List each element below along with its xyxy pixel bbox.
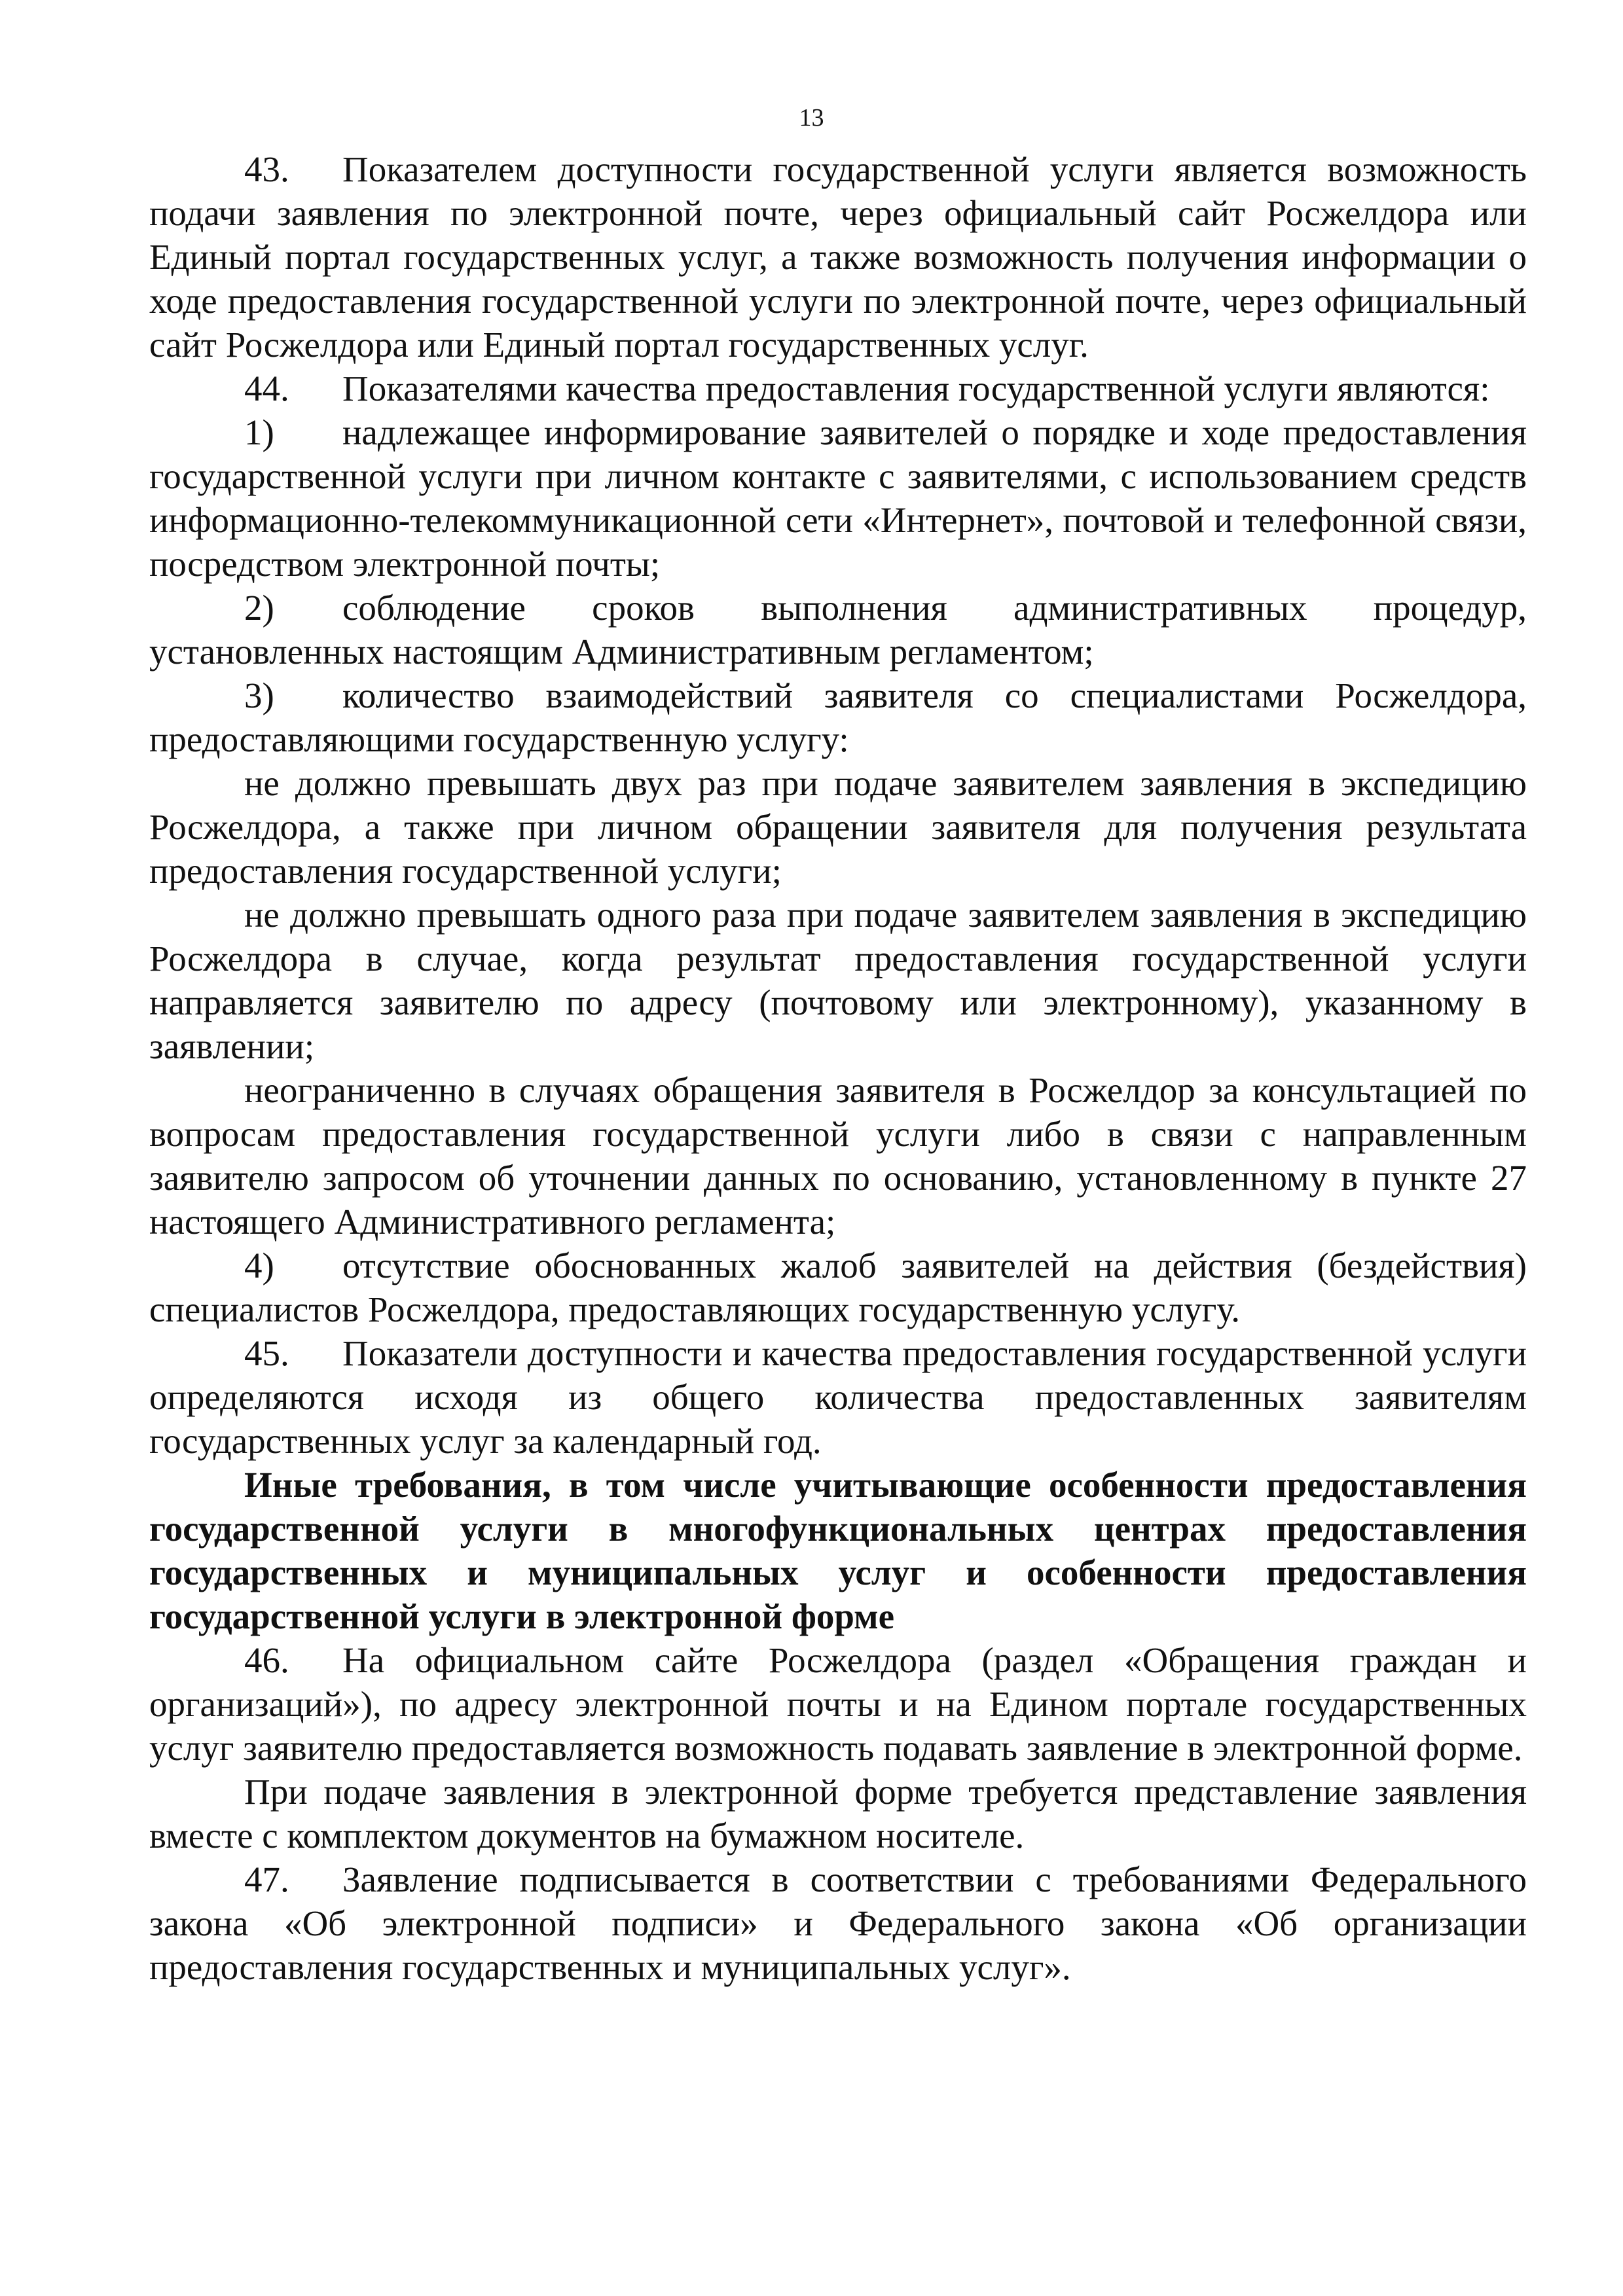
list-item-1 <box>149 410 1527 586</box>
page-number: 13 <box>799 104 824 132</box>
paragraph-number: 46. <box>244 1640 289 1680</box>
list-item-number: 2) <box>244 588 274 628</box>
paragraph-number: 43. <box>244 149 289 189</box>
paragraph-text: не должно превышать одного раза при подаче заявителем заявления в экспедицию Росжелдора в случае, когда результат предоставления государственной услуги направляется заявителю по адресу (почтовому или электронному), указанному в заявлении; <box>149 895 1527 1066</box>
document-body <box>149 147 1527 1989</box>
list-item-3 <box>149 673 1527 761</box>
paragraph-number: 44. <box>244 368 289 408</box>
section-heading-text: Иные требования, в том числе учитывающие особенности предоставления государственной услуги в многофункциональных центрах предоставления государственных и муниципальных услуг и особенности предоставления государственной услуги в электронной форме <box>149 1465 1527 1636</box>
paragraph-45 <box>149 1331 1527 1463</box>
list-item-number: 4) <box>244 1246 274 1285</box>
paragraph-text: Показателями качества предоставления государственной услуги являются: <box>342 368 1490 408</box>
list-item-text: количество взаимодействий заявителя со специалистами Росжелдора, предоставляющими государственную услугу: <box>149 675 1527 759</box>
paragraph-text: Заявление подписывается в соответствии с требованиями Федерального закона «Об электронной подписи» и Федерального закона «Об организации предоставления государственных и муниципальных услуг». <box>149 1859 1527 1987</box>
list-item-text: отсутствие обоснованных жалоб заявителей на действия (бездействия) специалистов Росжелдора, предоставляющих государственную услугу. <box>149 1246 1527 1329</box>
section-heading <box>149 1463 1527 1638</box>
paragraph-46 <box>149 1638 1527 1770</box>
list-item-4 <box>149 1244 1527 1331</box>
paragraph-text: На официальном сайте Росжелдора (раздел «Обращения граждан и организаций»), по адресу электронной почты и на Едином портале государственных услуг заявителю предоставляется возможность подавать заявление в электронной форме. <box>149 1640 1527 1768</box>
list-item-2 <box>149 586 1527 673</box>
paragraph-text: При подаче заявления в электронной форме требуется представление заявления вместе с комплектом документов на бумажном носителе. <box>149 1772 1527 1856</box>
paragraph-text: Показатели доступности и качества предоставления государственной услуги определяются исходя из общего количества предоставленных заявителям государственных услуг за календарный год. <box>149 1333 1527 1461</box>
list-item-text: надлежащее информирование заявителей о порядке и ходе предоставления государственной услуги при личном контакте с заявителями, с использованием средств информационно-телекоммуникационной сети «Интернет», почтовой и телефонной связи, посредством электронной почты; <box>149 412 1527 584</box>
list-item-number: 3) <box>244 675 274 715</box>
paragraph-44 <box>149 367 1527 410</box>
paragraph-46-continuation <box>149 1770 1527 1857</box>
list-item-number: 1) <box>244 412 274 452</box>
paragraph-number: 47. <box>244 1859 289 1899</box>
paragraph-number: 45. <box>244 1333 289 1373</box>
sub-paragraph-one-time <box>149 893 1527 1068</box>
paragraph-text: не должно превышать двух раз при подаче заявителем заявления в экспедицию Росжелдора, а также при личном обращении заявителя для получения результата предоставления государственной услуги; <box>149 763 1527 891</box>
sub-paragraph-two-times <box>149 761 1527 893</box>
paragraph-43 <box>149 147 1527 367</box>
paragraph-47 <box>149 1857 1527 1989</box>
paragraph-text: неограниченно в случаях обращения заявителя в Росжелдор за консультацией по вопросам предоставления государственной услуги либо в связи с направленным заявителю запросом об уточнении данных по основанию, установленному в пункте 27 настоящего Административного регламента; <box>149 1070 1527 1242</box>
sub-paragraph-unlimited <box>149 1068 1527 1244</box>
list-item-text: соблюдение сроков выполнения административных процедур, установленных настоящим Административным регламентом; <box>149 588 1527 672</box>
paragraph-text: Показателем доступности государственной услуги является возможность подачи заявления по электронной почте, через официальный сайт Росжелдора или Единый портал государственных услуг, а также возможность получения информации о ходе предоставления государственной услуги по электронной почте, через официальный сайт Росжелдора или Единый портал государственных услуг. <box>149 149 1527 365</box>
